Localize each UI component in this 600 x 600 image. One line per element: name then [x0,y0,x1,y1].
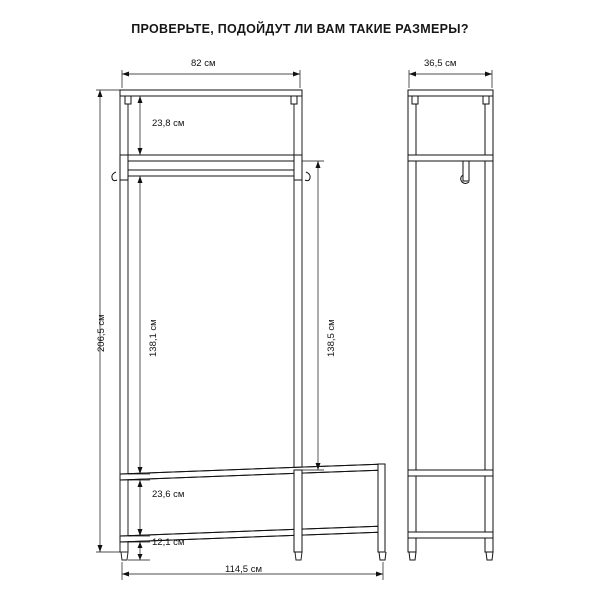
side-hanging-rail [408,155,493,184]
front-bench-posts [294,464,386,560]
dim-hanging-height-front: 138,1 см [148,319,159,357]
dim-side-width-top: 36,5 см [424,58,457,69]
dim-hanging-height-side: 138,5 см [326,319,337,357]
page-title: ПРОВЕРЬТЕ, ПОДОЙДУТ ЛИ ВАМ ТАКИЕ РАЗМЕРЫ? [131,22,469,36]
dim-front-width-top: 82 см [191,58,216,69]
side-bottom-shelf [408,532,493,538]
side-bench-shelf [408,470,493,476]
dim-lower-shelf-gap: 23,6 см [152,489,185,500]
dim-total-height: 206,5 см [96,314,107,352]
front-top-shelf [120,90,302,104]
front-bench-shelf [120,464,384,480]
dim-bottom-gap: 12,1 см [152,537,185,548]
dim-top-shelf-gap: 23,8 см [152,118,185,129]
dim-base-width: 114,5 см [225,564,262,575]
side-top-shelf [408,90,493,104]
